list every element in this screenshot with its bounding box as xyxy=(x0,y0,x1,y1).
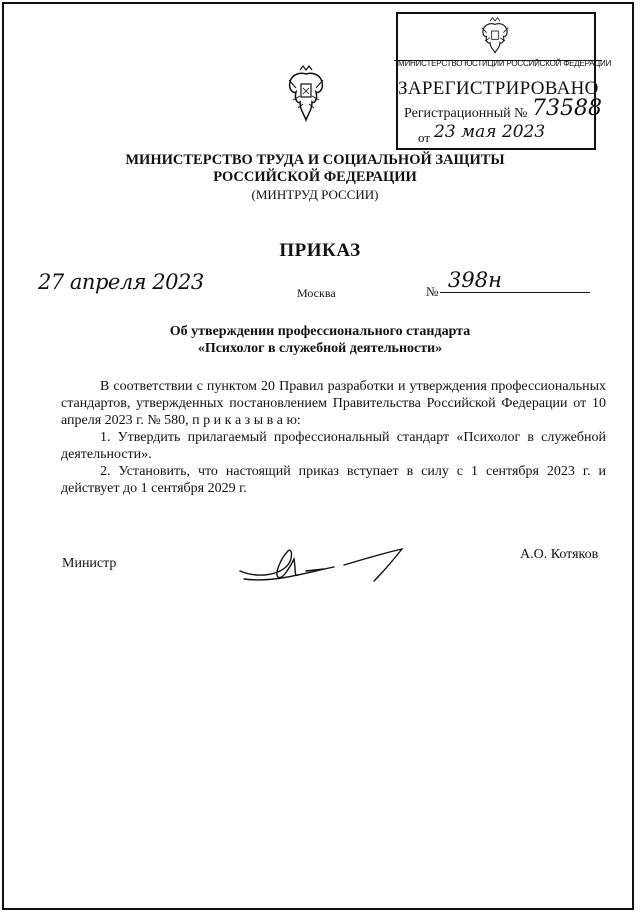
body-paragraph-item1: 1. Утвердить прилагаемый профессиональный стандарт «Психолог в служебной деятельности». xyxy=(61,430,606,462)
order-number: 398н xyxy=(448,268,502,292)
stamp-date: 23 мая 2023 xyxy=(434,122,546,142)
number-sign: № xyxy=(426,284,439,299)
subject-line1: Об утверждении профессионального стандарта xyxy=(169,324,471,339)
body-paragraph-preamble: В соответствии с пунктом 20 Правил разработки и утверждения профессиональных стандартов, утвержденных постановлением Правительства Российской Федерации от 10 апреля 2023 г. № 580, п р и к а з ы в а ю: xyxy=(61,379,606,428)
stamp-coat-of-arms-icon xyxy=(478,16,512,56)
number-underline xyxy=(440,292,590,293)
order-body xyxy=(61,378,606,497)
order-title: ПРИКАЗ xyxy=(279,240,361,261)
ministry-name-line2: РОССИЙСКОЙ ФЕДЕРАЦИИ xyxy=(213,169,417,185)
stamp-reg-number: 73588 xyxy=(532,96,602,121)
order-subject xyxy=(120,323,520,357)
order-city: Москва xyxy=(297,286,336,300)
stamp-date-prefix: от xyxy=(418,130,431,145)
stamp-reg-label: Регистрационный № xyxy=(404,106,528,121)
subject-line2: «Психолог в служебной деятельности» xyxy=(197,341,443,356)
coat-of-arms-icon xyxy=(286,64,326,124)
ministry-header xyxy=(100,152,530,203)
signatory-role: Министр xyxy=(62,556,117,571)
signatory-name: А.О. Котяков xyxy=(520,547,599,562)
ministry-short-name: (МИНТРУД РОССИИ) xyxy=(251,187,379,202)
ministry-name-line1: МИНИСТЕРСТВО ТРУДА И СОЦИАЛЬНОЙ ЗАЩИТЫ xyxy=(125,152,505,168)
order-date: 27 апреля 2023 xyxy=(38,270,204,294)
body-paragraph-item2: 2. Установить, что настоящий приказ вступает в силу с 1 сентября 2023 г. и действует до 1 сентября 2029 г. xyxy=(61,464,606,496)
stamp-ministry: МИНИСТЕРСТВО ЮСТИЦИИ РОССИЙСКОЙ ФЕДЕРАЦИИ xyxy=(398,59,612,68)
stamp-status: ЗАРЕГИСТРИРОВАНО xyxy=(398,78,599,99)
handwritten-signature xyxy=(234,537,412,587)
